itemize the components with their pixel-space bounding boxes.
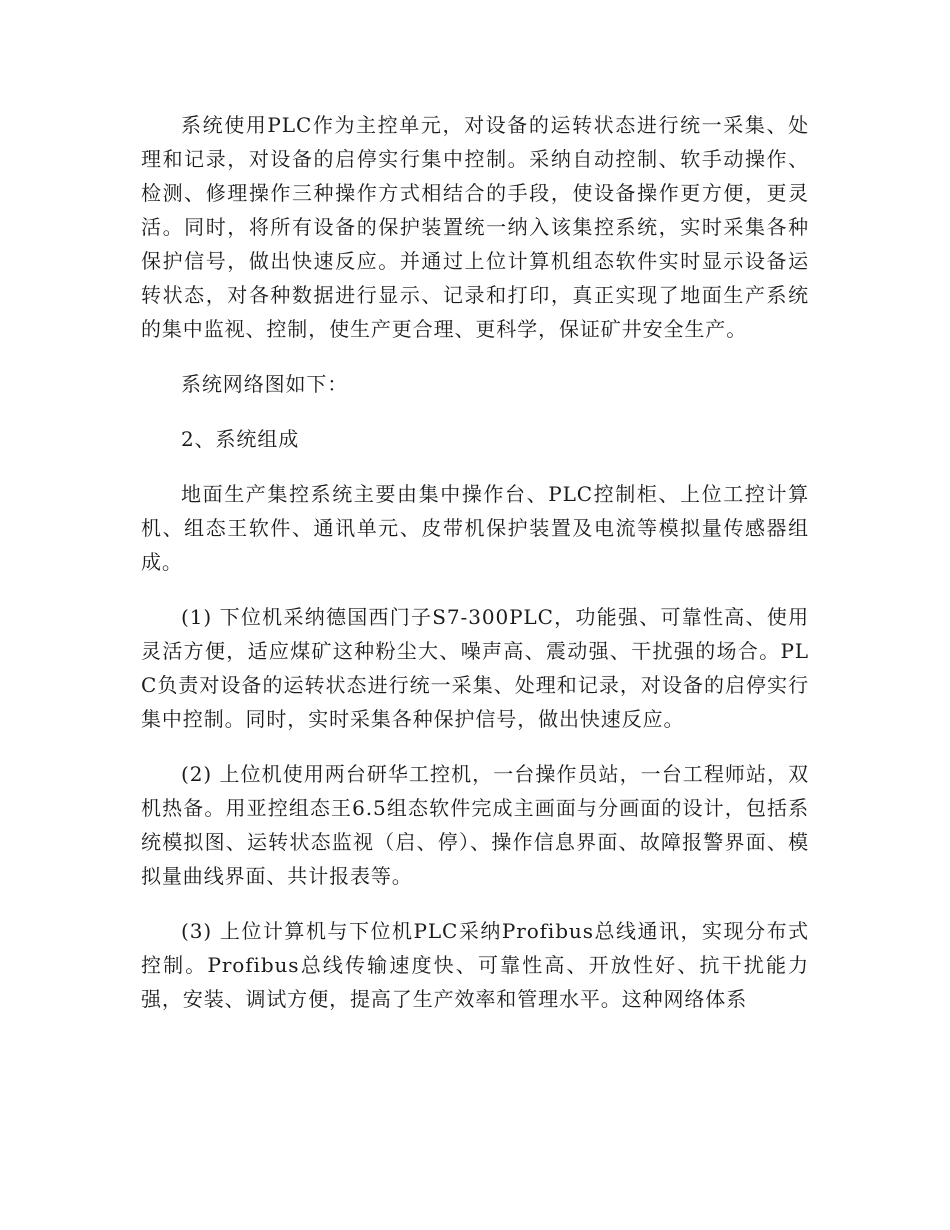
paragraph-composition-summary: 地面生产集控系统主要由集中操作台、PLC控制柜、上位工控计算机、组态王软件、通讯单元、皮带机保护装置及电流等模拟量传感器组成。: [141, 482, 809, 574]
section-heading-system-composition: 2、系统组成: [181, 427, 300, 451]
paragraph-item-3-profibus: (3) 上位计算机与下位机PLC采纳Profibus总线通讯，实现分布式控制。Profibus总线传输速度快、可靠性高、开放性好、抗干扰能力强，安装、调试方便，提高了生产效率和管理水平。这种网络体系: [141, 919, 809, 1011]
paragraph-system-overview: 系统使用PLC作为主控单元，对设备的运转状态进行统一采集、处理和记录，对设备的启停实行集中控制。采纳自动控制、软手动操作、检测、修理操作三种操作方式相结合的手段，使设备操作更方便，更灵活。同时，将所有设备的保护装置统一纳入该集控系统，实时采集各种保护信号，做出快速反应。并通过上位计算机组态软件实时显示设备运转状态，对各种数据进行显示、记录和打印，真正实现了地面生产系统的集中监视、控制，使生产更合理、更科学，保证矿井安全生产。: [141, 113, 809, 341]
paragraph-network-diagram-intro: 系统网络图如下：: [181, 372, 349, 396]
document-body: [141, 108, 809, 1037]
paragraph-item-2-upper-machine: (2) 上位机使用两台研华工控机，一台操作员站，一台工程师站，双机热备。用亚控组态王6.5组态软件完成主画面与分画面的设计，包括系统模拟图、运转状态监视（启、停）、操作信息界面、故障报警界面、模拟量曲线界面、共计报表等。: [141, 762, 809, 888]
paragraph-item-1-lower-machine: (1) 下位机采纳德国西门子S7-300PLC，功能强、可靠性高、使用灵活方便，适应煤矿这种粉尘大、噪声高、震动强、干扰强的场合。PLC负责对设备的运转状态进行统一采集、处理和记录，对设备的启停实行集中控制。同时，实时采集各种保护信号，做出快速反应。: [141, 605, 809, 731]
